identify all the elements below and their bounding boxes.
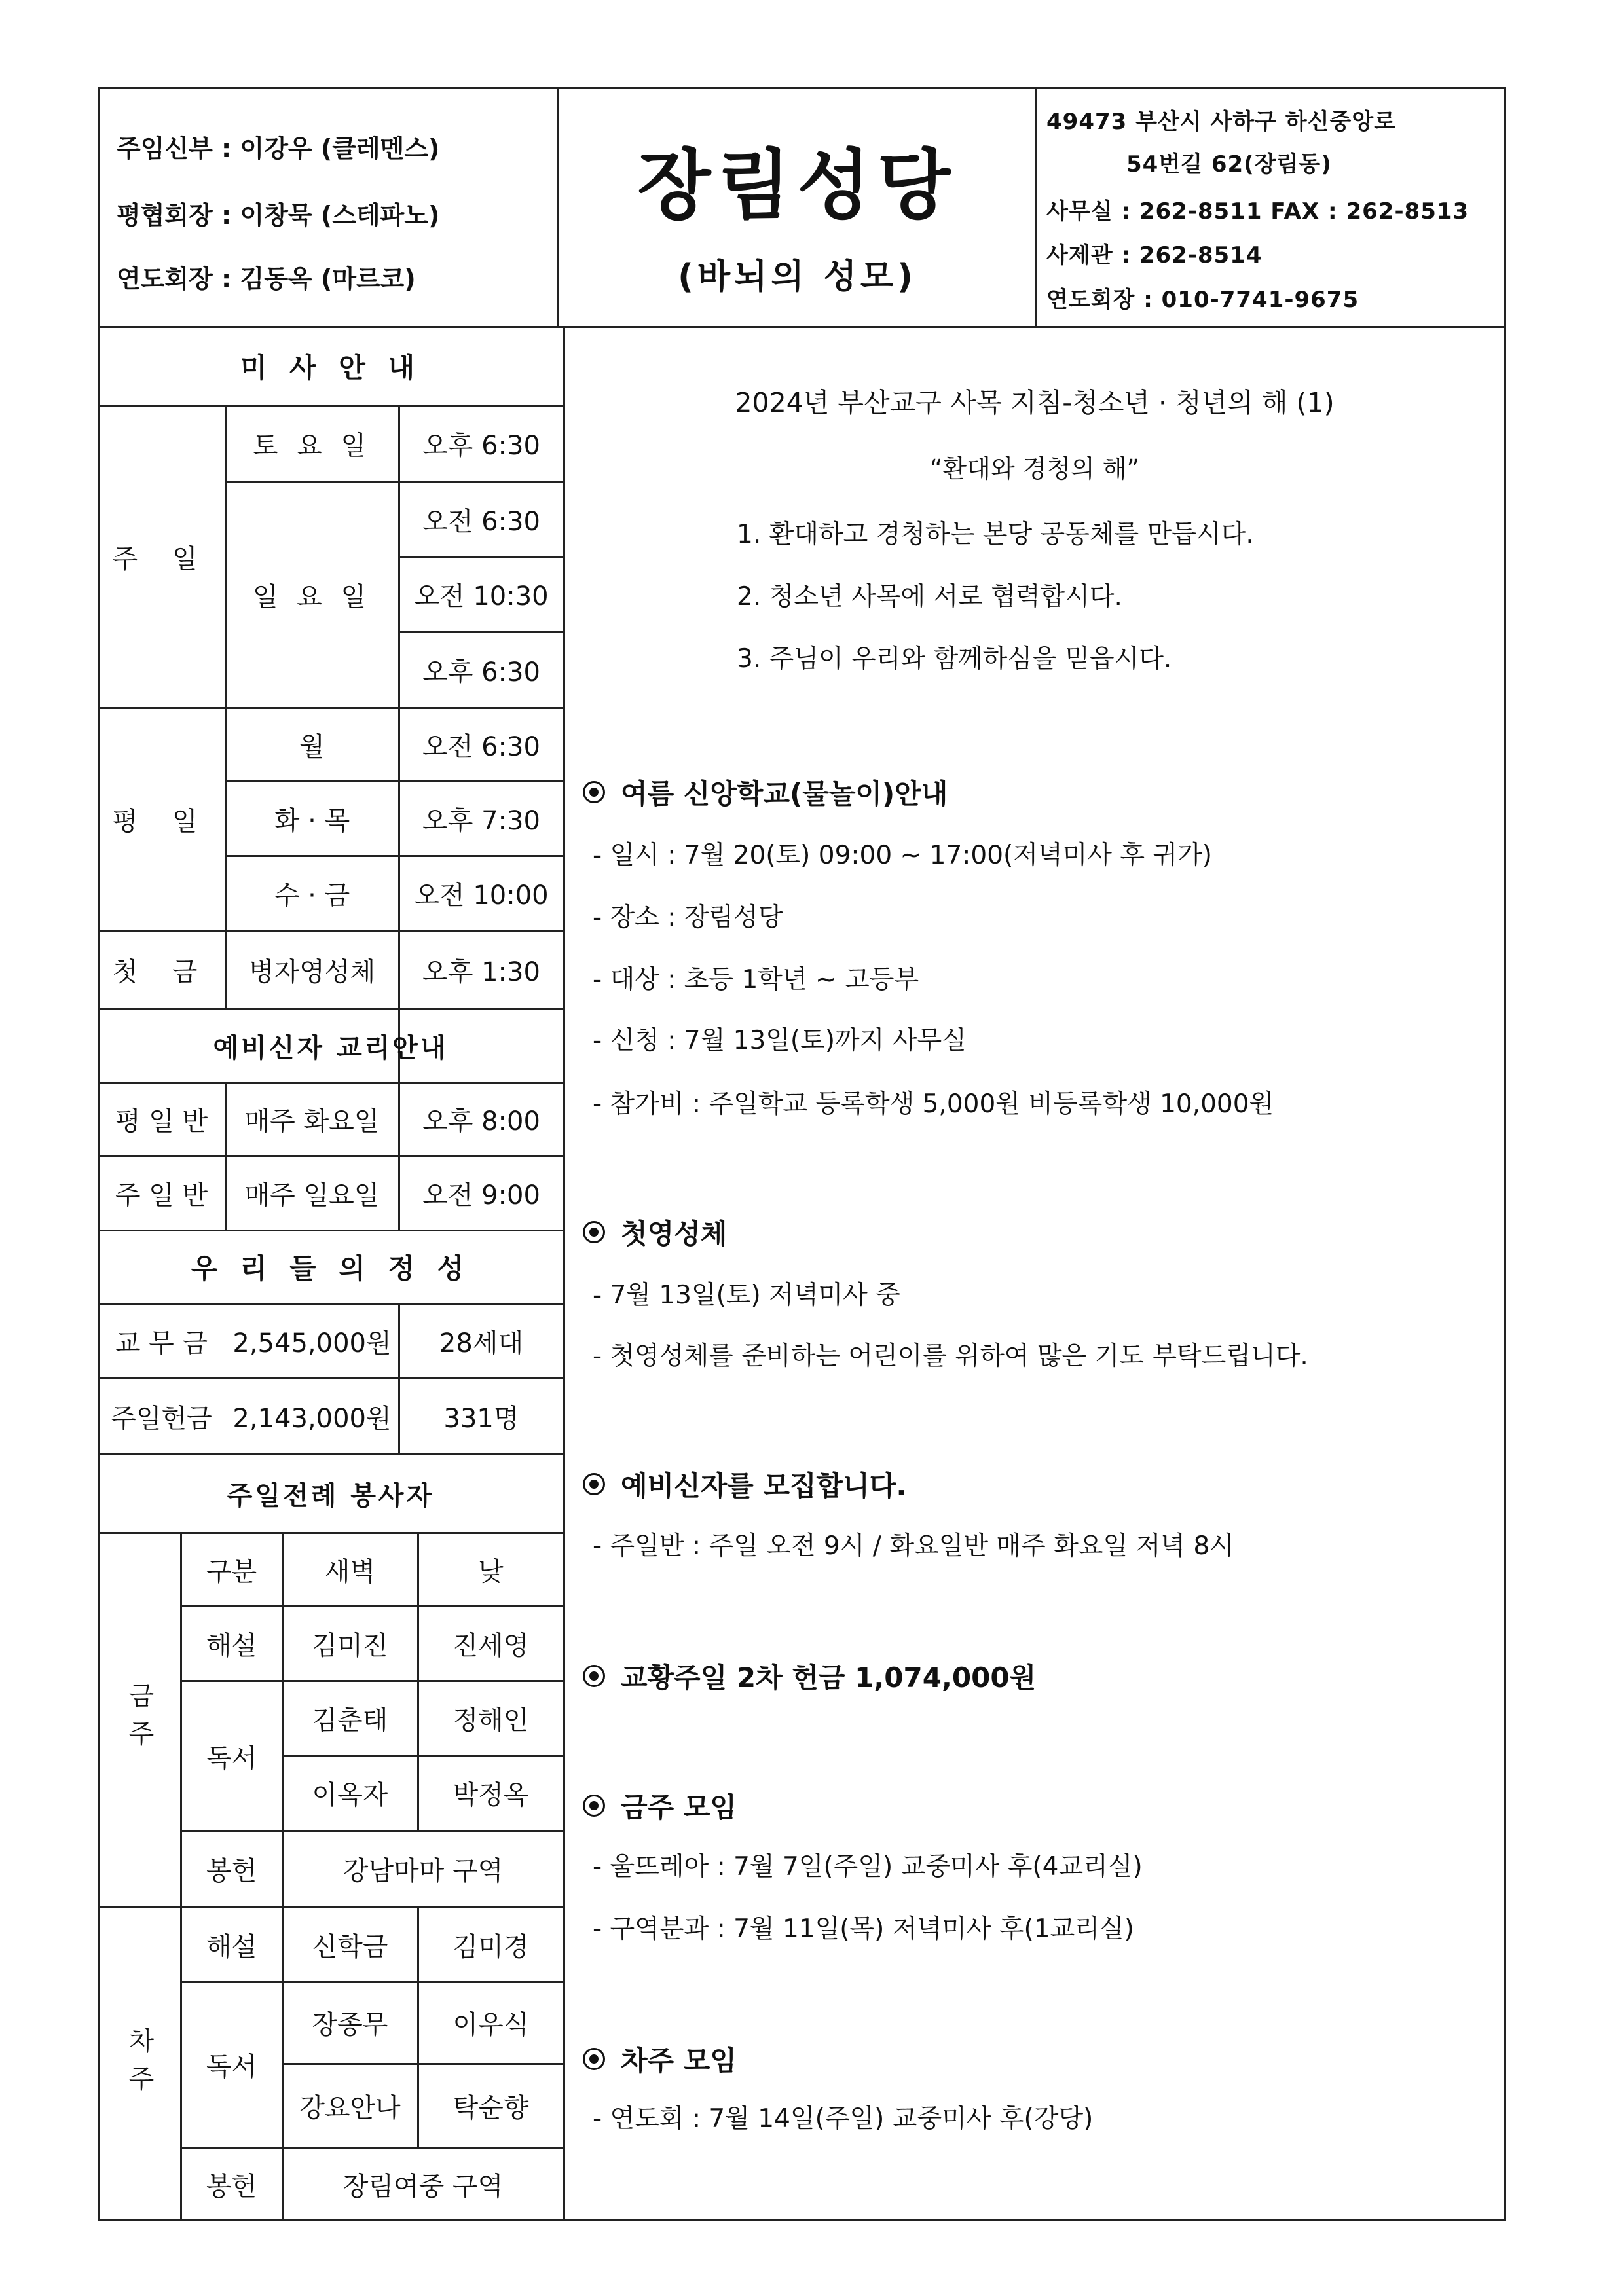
sunday-day: 일 요 일 xyxy=(252,582,372,612)
tw-commentary-day: 진세영 xyxy=(452,1630,529,1661)
sick-communion-day: 병자영성체 xyxy=(248,957,376,987)
pastoral-subtitle: “환대와 경청의 해” xyxy=(929,454,1140,483)
servers-title: 주일전례 봉사자 xyxy=(227,1480,435,1511)
circle-bullet-icon xyxy=(583,1665,605,1687)
sunday-collection-label: 주일헌금 xyxy=(111,1403,212,1434)
sick-communion-time: 오후 1:30 xyxy=(422,957,540,987)
tithe-label: 교 무 금 xyxy=(115,1328,208,1358)
this-week-meetings-text: 금주 모임 xyxy=(621,1791,737,1823)
weekday-class-day: 매주 화요일 xyxy=(244,1106,380,1137)
mass-title: 미 사 안 내 xyxy=(240,352,422,384)
monday-day: 월 xyxy=(299,731,325,762)
this-week-label-text: 금주 xyxy=(124,1682,155,1758)
communion-line-2: - 첫영성체를 준비하는 어린이를 위하여 많은 기도 부탁드립니다. xyxy=(593,1341,1308,1371)
rectory-phone: 사제관 : 262-8514 xyxy=(1046,242,1263,268)
pope-title-text: 교황주일 2차 헌금 1,074,000원 xyxy=(621,1662,1037,1694)
nw-reading1-dawn: 장종무 xyxy=(312,2010,388,2040)
summer-line-2: - 장소 : 장림성당 xyxy=(593,903,783,932)
wed-fri-day: 수 · 금 xyxy=(274,880,350,911)
tw-commentary-role: 해설 xyxy=(206,1630,257,1661)
col-dawn: 새벽 xyxy=(324,1556,376,1587)
tue-thu-day: 화 · 목 xyxy=(274,805,350,836)
sunday-time-3: 오후 6:30 xyxy=(422,657,540,687)
communion-line-1: - 7월 13일(토) 저녁미사 중 xyxy=(593,1281,900,1310)
next-week-meetings-text: 차주 모임 xyxy=(621,2045,737,2077)
catechumen-title: 예비신자 교리안내 xyxy=(213,1032,449,1063)
next-week-label xyxy=(98,1908,180,2221)
sunday-time-2: 오전 10:30 xyxy=(414,581,549,611)
communion-section-title xyxy=(583,1212,727,1252)
sunday-class-label: 주 일 반 xyxy=(115,1180,208,1211)
nw-reading2-day: 탁순향 xyxy=(452,2092,529,2123)
elder-phone: 연도회장 : 010-7741-9675 xyxy=(1046,287,1359,313)
recruit-section-title xyxy=(583,1465,906,1504)
pope-section-title xyxy=(583,1656,1036,1696)
left-column-border xyxy=(563,326,565,2221)
office-phone: 사무실 : 262-8511 FAX : 262-8513 xyxy=(1046,198,1469,225)
saturday-time: 오후 6:30 xyxy=(422,431,540,461)
sunday-class-day: 매주 일요일 xyxy=(244,1180,380,1211)
tithe-count: 28세대 xyxy=(439,1328,524,1358)
circle-bullet-icon xyxy=(583,1221,605,1243)
nw-reading1-day: 이우식 xyxy=(452,2010,529,2040)
col-division: 구분 xyxy=(206,1556,257,1587)
tw-reading2-dawn: 이옥자 xyxy=(312,1780,388,1810)
this-week-label xyxy=(98,1533,180,1906)
tue-thu-time: 오후 7:30 xyxy=(422,805,540,836)
pastor-name: 주임신부 : 이강우 (클레멘스) xyxy=(117,134,440,163)
summer-line-4: - 신청 : 7월 13일(토)까지 사무실 xyxy=(593,1026,967,1055)
circle-bullet-icon xyxy=(583,781,605,803)
tw-reading1-day: 정해인 xyxy=(452,1705,529,1736)
circle-bullet-icon xyxy=(583,2048,605,2070)
sunday-class-time: 오전 9:00 xyxy=(422,1180,540,1211)
address-line-1: 49473 부산시 사하구 하신중앙로 xyxy=(1046,109,1397,135)
nw-commentary-day: 김미경 xyxy=(452,1931,529,1962)
monday-time: 오전 6:30 xyxy=(422,731,540,762)
sunday-collection-count: 331명 xyxy=(443,1403,519,1434)
summer-section-title xyxy=(583,773,948,812)
col-day: 낮 xyxy=(478,1556,504,1587)
pastoral-item-1: 1. 환대하고 경청하는 본당 공동체를 만듭시다. xyxy=(737,520,1254,549)
next-week-meetings-title xyxy=(583,2039,737,2079)
offering-title: 우 리 들 의 정 성 xyxy=(191,1252,471,1285)
nw-offertory-group: 장림여중 구역 xyxy=(342,2171,504,2202)
summer-line-1: - 일시 : 7월 20(토) 09:00 ~ 17:00(저녁미사 후 귀가) xyxy=(593,841,1212,870)
nw-reading2-dawn: 강요안나 xyxy=(299,2092,401,2123)
header-divider-left xyxy=(557,87,559,328)
tw-reading1-dawn: 김춘태 xyxy=(312,1705,388,1736)
first-friday-label: 첫 금 xyxy=(112,957,211,987)
tw-offertory-role: 봉헌 xyxy=(206,1856,257,1886)
next-week-line-1: - 연도회 : 7월 14일(주일) 교중미사 후(강당) xyxy=(593,2104,1094,2134)
weekday-label: 평 일 xyxy=(112,806,211,837)
weekday-class-time: 오후 8:00 xyxy=(422,1106,540,1137)
this-week-line-1: - 울뜨레아 : 7월 7일(주일) 교중미사 후(4교리실) xyxy=(593,1852,1143,1882)
sunday-label: 주 일 xyxy=(112,543,211,574)
nw-offertory-role: 봉헌 xyxy=(206,2171,257,2202)
header-divider-right xyxy=(1035,87,1037,328)
pastoral-item-3: 3. 주님이 우리와 함께하심을 믿읍시다. xyxy=(737,644,1172,674)
nw-commentary-role: 해설 xyxy=(206,1931,257,1962)
nw-commentary-dawn: 신학금 xyxy=(312,1931,388,1962)
tw-reading2-day: 박정옥 xyxy=(452,1780,529,1810)
nw-reading-role: 독서 xyxy=(206,2052,257,2082)
weekday-class-label: 평 일 반 xyxy=(115,1106,208,1137)
recruit-line-1: - 주일반 : 주일 오전 9시 / 화요일반 매주 화요일 저녁 8시 xyxy=(593,1531,1234,1561)
sunday-time-1: 오전 6:30 xyxy=(422,506,540,537)
church-name: 장림성당 xyxy=(637,141,957,230)
circle-bullet-icon xyxy=(583,1795,605,1817)
circle-bullet-icon xyxy=(583,1473,605,1495)
this-week-line-2: - 구역분과 : 7월 11일(목) 저녁미사 후(1교리실) xyxy=(593,1914,1134,1944)
recruit-title-text: 예비신자를 모집합니다. xyxy=(621,1470,907,1502)
council-president: 평협회장 : 이창묵 (스테파노) xyxy=(117,201,440,230)
pastoral-item-2: 2. 청소년 사목에 서로 협력합시다. xyxy=(737,582,1122,611)
summer-line-5: - 참가비 : 주일학교 등록학생 5,000원 비등록학생 10,000원 xyxy=(593,1089,1274,1119)
summer-title-text: 여름 신앙학교(물놀이)안내 xyxy=(621,778,948,810)
next-week-label-text: 차주 xyxy=(124,2026,155,2103)
tithe-amount: 2,545,000원 xyxy=(232,1328,392,1358)
wed-fri-time: 오전 10:00 xyxy=(414,880,549,911)
elder-president: 연도회장 : 김동옥 (마르코) xyxy=(117,264,416,293)
tw-commentary-dawn: 김미진 xyxy=(312,1630,388,1661)
tw-offertory-group: 강남마마 구역 xyxy=(342,1856,504,1886)
summer-line-3: - 대상 : 초등 1학년 ~ 고등부 xyxy=(593,965,919,994)
saturday-day: 토 요 일 xyxy=(252,431,372,461)
church-patron: (바뇌의 성모) xyxy=(678,257,917,297)
communion-title-text: 첫영성체 xyxy=(621,1218,728,1250)
pastoral-title: 2024년 부산교구 사목 지침-청소년 · 청년의 해 (1) xyxy=(735,387,1335,418)
sunday-collection-amount: 2,143,000원 xyxy=(232,1403,392,1434)
this-week-meetings-title xyxy=(583,1786,737,1825)
address-line-2: 54번길 62(장림동) xyxy=(1126,151,1332,177)
tw-reading-role: 독서 xyxy=(206,1743,257,1774)
